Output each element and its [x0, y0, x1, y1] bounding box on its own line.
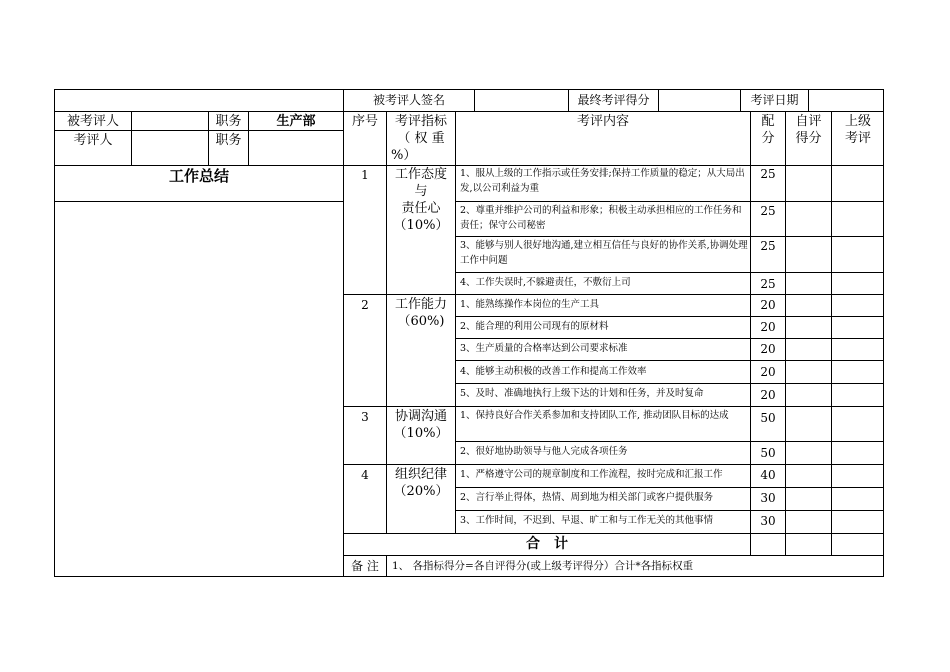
item-text: 2、很好地协助领导与他人完成各项任务 [460, 446, 628, 457]
position-input-2[interactable] [249, 131, 342, 164]
item-score: 20 [760, 388, 776, 402]
item-text: 2、能合理的利用公司现有的原材料 [460, 321, 609, 332]
item-text: 3、工作时间，不迟到、早退、旷工和与工作无关的其他事情 [460, 515, 714, 526]
item-text: 4、能够主动积极的改善工作和提高工作效率 [460, 366, 647, 377]
item-text: 1、严格遵守公司的规章制度和工作流程，按时完成和汇报工作 [460, 469, 723, 480]
group-name: 责任心 [401, 201, 441, 216]
item-score: 50 [760, 446, 776, 460]
date-cell[interactable] [809, 90, 883, 111]
position-label: 职务 [215, 114, 242, 129]
remarks-label: 备 注 [351, 559, 379, 573]
header-self-1: 自评 [795, 114, 822, 129]
group-name: 工作态度 [394, 167, 447, 182]
header-self-2: 得分 [795, 131, 822, 146]
item-score: 40 [760, 468, 776, 482]
position-label-2: 职务 [215, 133, 242, 148]
summary-textarea[interactable] [55, 202, 342, 576]
signature-label: 被考评人签名 [372, 93, 445, 107]
signature-cell[interactable] [475, 90, 567, 111]
group-seq: 3 [361, 410, 369, 424]
item-score: 50 [760, 411, 776, 425]
header-indicator-1: 考评指标 [394, 114, 447, 129]
header-indicator-2: （ 权 重 [397, 131, 445, 146]
remarks-text: 1、 各指标得分=各自评得分(或上级考评得分）合计*各指标权重 [392, 560, 694, 572]
group-seq: 2 [361, 298, 369, 312]
item-score: 20 [760, 320, 776, 334]
item-text: 5、及时、准确地执行上级下达的计划和任务，并及时复命 [460, 388, 704, 399]
header-score-1: 配 [761, 114, 775, 129]
total-self-cell[interactable] [786, 534, 831, 554]
header-indicator-3: %） [391, 148, 417, 163]
item-text: 2、尊重并维护公司的利益和形象；积极主动承担相应的工作任务和责任；保守公司秘密 [460, 205, 742, 231]
item-score: 25 [760, 167, 776, 181]
group-weight: （60%) [397, 314, 445, 329]
item-text: 4、工作失误时,不躲避责任，不敷衍上司 [460, 277, 631, 288]
total-score-cell[interactable] [751, 534, 785, 554]
group-seq: 1 [361, 168, 369, 182]
header-sup-2: 考评 [844, 131, 871, 146]
item-score: 30 [760, 514, 776, 528]
department-value: 生产部 [276, 114, 316, 129]
appraiser-label: 考评人 [73, 133, 113, 148]
summary-title: 工作总结 [168, 167, 229, 185]
item-score: 25 [760, 204, 776, 218]
item-score: 25 [760, 277, 776, 291]
group-weight: （10%） [393, 218, 449, 233]
appraisee-label: 被考评人 [66, 114, 119, 129]
item-score: 20 [760, 365, 776, 379]
item-text: 1、能熟练操作本岗位的生产工具 [460, 299, 600, 310]
appraisee-input[interactable] [132, 112, 207, 130]
final-score-label: 最终考评得分 [577, 93, 650, 107]
total-sup-cell[interactable] [832, 534, 883, 554]
item-score: 30 [760, 491, 776, 505]
item-text: 2、言行举止得体，热情、周到地为相关部门或客户提供服务 [460, 492, 714, 503]
item-text: 1、保持良好合作关系参加和支持团队工作, 推动团队目标的达成 [460, 410, 729, 421]
item-score: 25 [760, 239, 776, 253]
group-name: 与 [414, 184, 428, 199]
group-seq: 4 [361, 468, 369, 482]
item-text: 1、服从上级的工作指示或任务安排;保持工作质量的稳定；从大局出发,以公司利益为重 [460, 168, 745, 194]
header-sup-1: 上级 [844, 114, 871, 129]
header-seq: 序号 [351, 114, 378, 129]
item-score: 20 [760, 298, 776, 312]
header-score-2: 分 [761, 131, 775, 146]
group-name: 工作能力 [394, 297, 447, 312]
header-content: 考评内容 [576, 114, 629, 129]
group-name: 协调沟通 [394, 409, 447, 424]
item-text: 3、能够与别人很好地沟通,建立相互信任与良好的协作关系,协调处理工作中问题 [460, 240, 748, 266]
date-label: 考评日期 [750, 93, 799, 107]
group-weight: （10%） [393, 426, 449, 441]
total-label: 合 计 [526, 536, 568, 552]
appraiser-input[interactable] [132, 131, 207, 164]
group-weight: （20%） [393, 484, 449, 499]
item-score: 20 [760, 342, 776, 356]
group-name: 组织纪律 [394, 467, 447, 482]
item-text: 3、生产质量的合格率达到公司要求标准 [460, 343, 628, 354]
final-score-cell[interactable] [659, 90, 739, 111]
